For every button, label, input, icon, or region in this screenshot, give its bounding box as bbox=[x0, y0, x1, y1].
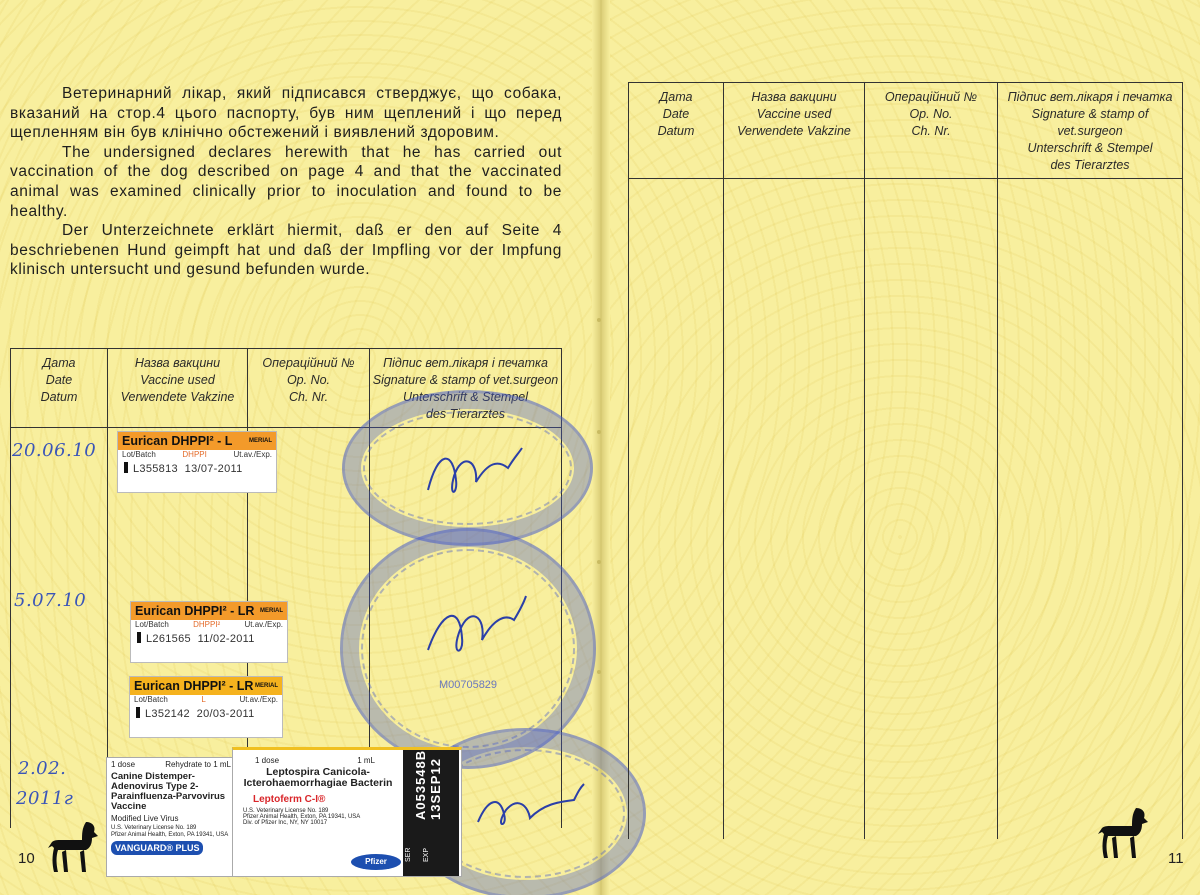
header-vaccine: Назва вакцини Vaccine used Verwendete Vakzine bbox=[724, 83, 865, 179]
page-number-right: 11 bbox=[1168, 850, 1184, 867]
vet-signature bbox=[418, 440, 528, 510]
header-signature: Підпис вет.лікаря і печатка Signature & stamp of vet.surgeon Unterschrift & Stempel des Tierarztes bbox=[370, 349, 562, 428]
vaccination-table-right bbox=[628, 82, 1183, 839]
header-op-no: Операційний № Op. No. Ch. Nr. bbox=[865, 83, 998, 179]
binding-hole bbox=[597, 318, 601, 322]
binding-hole bbox=[597, 430, 601, 434]
stamp-number: M00705829 bbox=[438, 679, 498, 691]
vaccine-sticker: Eurican DHPPI² - L MERIAL Lot/Batch DHPPI Ut.av./Exp. L355813 13/07-2011 bbox=[117, 431, 277, 493]
vaccine-sticker: Eurican DHPPI² - LR MERIAL Lot/Batch DHPPI² Ut.av./Exp. L261565 11/02-2011 bbox=[130, 601, 288, 663]
header-signature: Підпис вет.лікаря і печатка Signature & stamp of vet.surgeon Unterschrift & Stempel des Tierarztes bbox=[998, 83, 1183, 179]
leptoferm-title: Leptospira Canicola-Icterohaemorrhagiae Bacterin bbox=[243, 766, 393, 789]
binding-hole bbox=[597, 670, 601, 674]
vet-signature bbox=[420, 590, 530, 670]
serial-strip: A053548B 13SEP12 SER EXP bbox=[403, 750, 459, 876]
header-date: Дата Date Datum bbox=[629, 83, 724, 179]
declaration-text bbox=[10, 84, 562, 280]
left-page bbox=[0, 0, 597, 895]
vanguard-title: Canine Distemper-Adenovirus Type 2-Parainfluenza-Parvovirus Vaccine bbox=[111, 771, 226, 812]
vanguard-sticker: 1 dose Rehydrate to 1 mL Canine Distemper-Adenovirus Type 2-Parainfluenza-Parvovirus Vaccine Modified Live Virus U.S. Veterinary License No. 189 Pfizer Animal Health, Exton, PA 19341, USA VANGUARD® PLUS bbox=[106, 757, 236, 877]
declaration-en: The undersigned declares herewith that he has carried out vaccination of the dog described on page 4 and that the vaccinated animal was examined clinically prior to inoculation and found to be healthy. bbox=[10, 143, 562, 220]
header-vaccine: Назва вакцини Vaccine used Verwendete Vakzine bbox=[108, 349, 248, 428]
dog-icon bbox=[46, 818, 102, 874]
leptoferm-brand: Leptoferm C-I® bbox=[253, 794, 326, 805]
entry-date: 2.02. bbox=[18, 758, 67, 779]
sticker-title: Eurican DHPPI² - L MERIAL bbox=[118, 432, 276, 450]
binding-hole bbox=[597, 560, 601, 564]
vaccine-sticker: Eurican DHPPI² - LR MERIAL Lot/Batch L Ut.av./Exp. L352142 20/03-2011 bbox=[129, 676, 283, 738]
header-date: Дата Date Datum bbox=[11, 349, 108, 428]
declaration-de: Der Unterzeichnete erklärt hiermit, daß er den auf Seite 4 beschriebenen Hund geimpft hat und daß der Impfling vor der Impfung klinisch untersucht und gesund befunden wurde. bbox=[10, 222, 562, 279]
entry-date: 5.07.10 bbox=[14, 590, 87, 611]
page-number-left: 10 bbox=[18, 850, 35, 867]
pfizer-logo: Pfizer bbox=[351, 854, 401, 870]
vet-signature bbox=[470, 778, 590, 838]
dog-icon bbox=[1096, 804, 1152, 860]
vanguard-logo: VANGUARD® PLUS bbox=[111, 841, 203, 855]
leptoferm-sticker: 1 dose 1 mL Leptospira Canicola-Icterohaemorrhagiae Bacterin Leptoferm C-I® U.S. Veterinary License No. 189 Pfizer Animal Health, Exton, PA 19341, USA Div. of Pfizer Inc, NY, NY 10017 Pfizer A053548B 13SEP12 SER EXP bbox=[232, 747, 462, 877]
entry-date: 2011г bbox=[16, 788, 74, 809]
entry-date: 20.06.10 bbox=[12, 440, 97, 461]
sticker-title: Eurican DHPPI² - LR MERIAL bbox=[131, 602, 287, 620]
sticker-title: Eurican DHPPI² - LR MERIAL bbox=[130, 677, 282, 695]
declaration-uk: Ветеринарний лікар, який підписався стверджує, що собака, вказаний на стор.4 цього паспорту, був ним щеплений і що перед щепленням він був клінічно обстежений і виявлений здоровим. bbox=[10, 85, 562, 142]
header-op-no: Операційний № Op. No. Ch. Nr. bbox=[248, 349, 370, 428]
